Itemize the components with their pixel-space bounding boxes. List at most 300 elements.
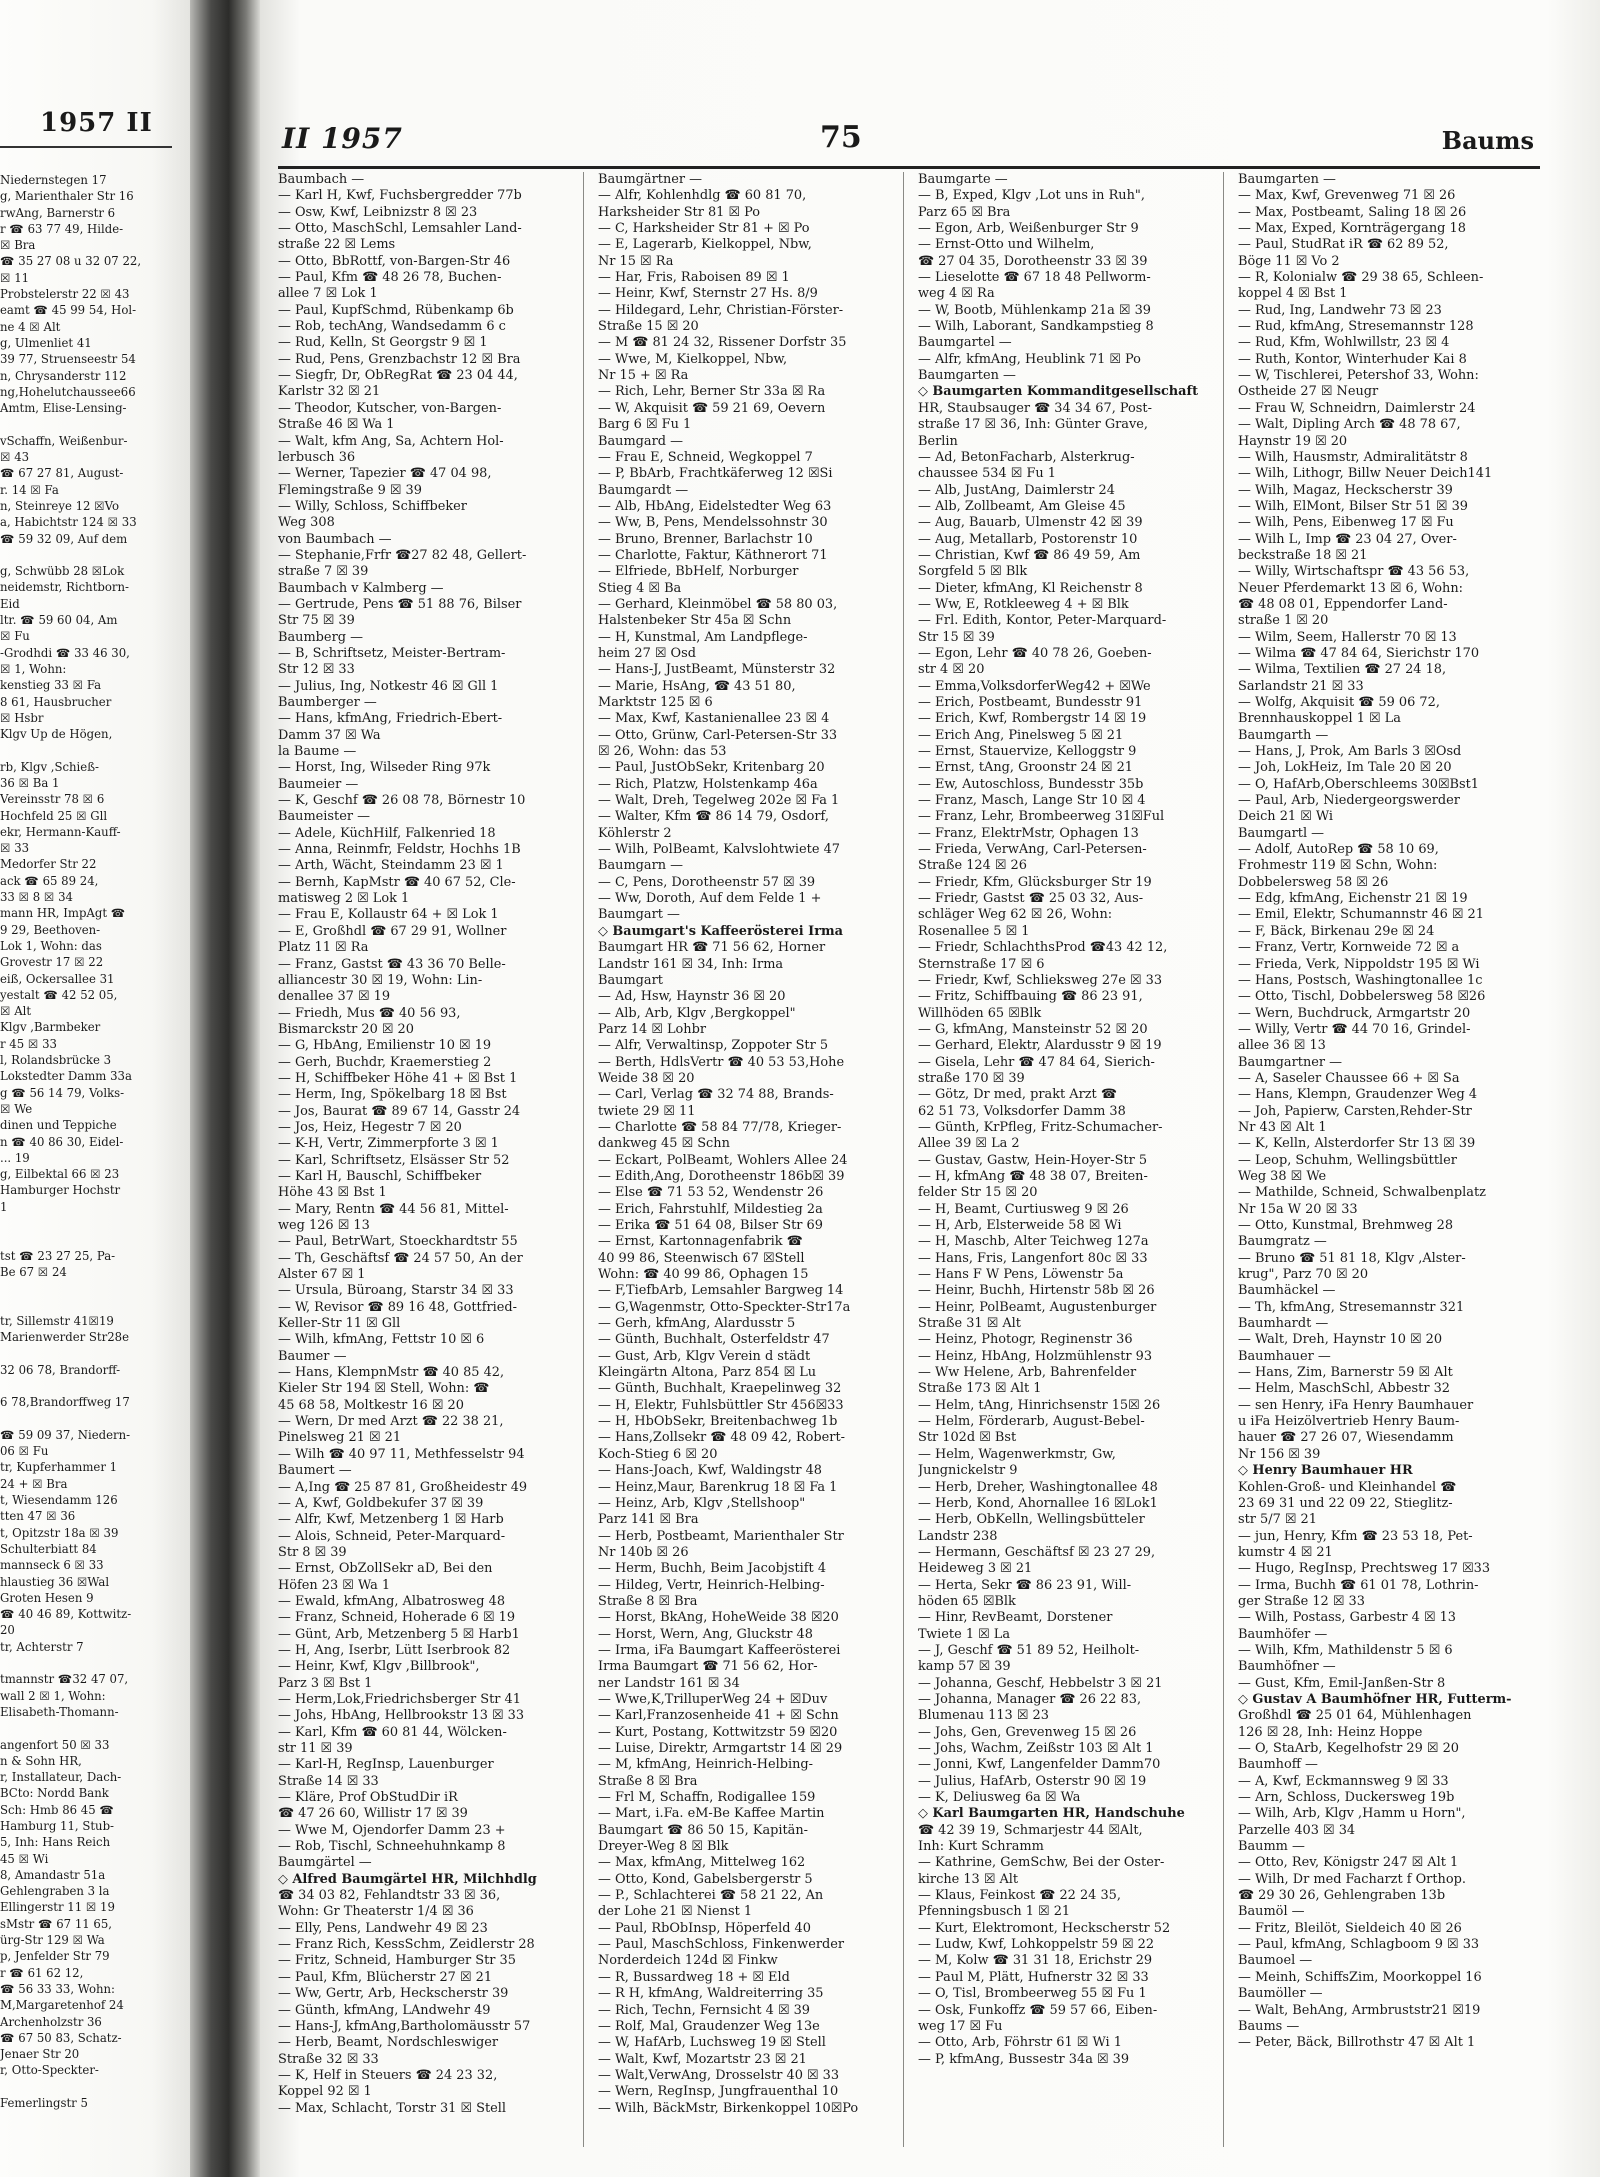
left-page-line: ☒ 43 xyxy=(0,450,30,465)
left-page-line: r, Installateur, Dach- xyxy=(0,1770,122,1785)
left-page-line: ☒ We xyxy=(0,1101,33,1116)
left-page-line: g, Eilbektal 66 ☒ 23 xyxy=(0,1167,120,1182)
directory-entry: Straße 8 ☒ Bra xyxy=(598,1773,698,1789)
directory-entry: — Adolf, AutoRep ☎ 58 10 69, xyxy=(1238,842,1439,858)
directory-entry: — B, Exped, Klgv ,Lot uns in Ruh", xyxy=(918,188,1145,204)
left-page-line: tmannstr ☎32 47 07, xyxy=(0,1672,129,1687)
directory-entry: ner Landstr 161 ☒ 34 xyxy=(598,1675,740,1691)
directory-entry: — Friedr, Kwf, Schlieksweg 27e ☒ 33 xyxy=(918,972,1163,988)
directory-entry: — Jos, Heiz, Hegestr 7 ☒ 20 xyxy=(278,1119,462,1135)
left-page-line xyxy=(0,1655,184,1671)
directory-entry: — Wilh, Magaz, Heckscherstr 39 xyxy=(1238,482,1453,498)
directory-entry: — Gerhard, Kleinmöbel ☎ 58 80 03, xyxy=(598,596,838,612)
directory-entry: — Horst, Ing, Wilseder Ring 97k xyxy=(278,760,491,776)
directory-entry: — Franz, ElektrMstr, Ophagen 13 xyxy=(918,825,1139,841)
directory-entry: — Elfriede, BbHelf, Norburger xyxy=(598,564,799,580)
left-page-line: g, Marienthaler Str 16 xyxy=(0,189,134,204)
directory-entry: — K, Deliusweg 6a ☒ Wa xyxy=(918,1790,1081,1806)
directory-entry: — Dieter, kfmAng, Kl Reichenstr 8 xyxy=(918,580,1143,596)
directory-entry: — Max, Schlacht, Torstr 31 ☒ Stell xyxy=(278,2100,507,2116)
directory-entry: — Anna, Reinmfr, Feldstr, Hochhs 1B xyxy=(278,842,521,858)
directory-entry: — Ursula, Büroang, Starstr 34 ☒ 33 xyxy=(278,1283,514,1299)
surname-heading: Baumert — xyxy=(278,1463,352,1479)
left-page-line: 20 xyxy=(0,1623,15,1638)
surname-heading: Baumoel — xyxy=(1238,1953,1313,1969)
directory-entry: — Hinr, RevBeamt, Dorstener xyxy=(918,1610,1113,1626)
directory-entry: — Gerhard, Elektr, Alardusstr 9 ☒ 19 xyxy=(918,1038,1162,1054)
directory-entry: — Herb, Postbeamt, Marienthaler Str xyxy=(598,1528,844,1544)
directory-entry: Nr 15a W 20 ☒ 33 xyxy=(1238,1201,1358,1217)
directory-entry: — Walt,VerwAng, Drosselstr 40 ☒ 33 xyxy=(598,2067,840,2083)
directory-entry: — H, Ang, Iserbr, Lütt Iserbrook 82 xyxy=(278,1642,511,1658)
directory-entry: — Heinz, Arb, Klgv ,Stellshoop" xyxy=(598,1495,806,1511)
directory-entry: — W, Tischlerei, Petershof 33, Wohn: xyxy=(1238,368,1479,384)
directory-entry: — Rud, kfmAng, Stresemannstr 128 xyxy=(1238,319,1474,335)
directory-entry: — E, Lagerarb, Kielkoppel, Nbw, xyxy=(598,237,812,253)
directory-column-4 xyxy=(1238,172,1544,2147)
directory-entry: — Frl M, Schaffn, Rodigallee 159 xyxy=(598,1790,816,1806)
surname-heading: Baumeier — xyxy=(278,776,359,792)
directory-entry: weg 126 ☒ 13 xyxy=(278,1218,370,1233)
directory-entry: — Rob, techAng, Wandsedamm 6 c xyxy=(278,319,506,335)
directory-entry: — Karl-H, RegInsp, Lauenburger xyxy=(278,1757,494,1773)
left-page-line: vSchaffn, Weißenbur- xyxy=(0,433,128,448)
directory-entry: Allee 39 ☒ La 2 xyxy=(918,1136,1020,1152)
directory-entry: — Irma, iFa Baumgart Kaffeerösterei xyxy=(598,1642,841,1658)
directory-entry: Inh: Kurt Schramm xyxy=(918,1839,1044,1855)
directory-entry: — Hans-J, JustBeamt, Münsterstr 32 xyxy=(598,662,836,678)
surname-heading: Baumgardt — xyxy=(598,482,689,498)
directory-entry: — Frieda, VerwAng, Carl-Petersen- xyxy=(918,842,1147,858)
directory-entry: — M, Kolw ☎ 31 31 18, Erichstr 29 xyxy=(918,1953,1153,1969)
directory-entry: allee 36 ☒ 13 xyxy=(1238,1038,1326,1054)
directory-entry: — Wilma ☎ 47 84 64, Sierichstr 170 xyxy=(1238,645,1480,661)
directory-columns xyxy=(278,172,1542,2147)
directory-entry: — Heinr, Buchh, Hirtenstr 58b ☒ 26 xyxy=(918,1283,1155,1299)
directory-entry: — Paul, MaschSchloss, Finkenwerder xyxy=(598,1937,845,1953)
left-page-line: r. 14 ☒ Fa xyxy=(0,482,59,497)
directory-entry: weg 4 ☒ Ra xyxy=(918,286,995,302)
left-page-line: wall 2 ☒ 1, Wohn: xyxy=(0,1688,106,1703)
left-page-line: -Grodhdi ☎ 33 46 30, xyxy=(0,645,130,660)
directory-entry: allee 7 ☒ Lok 1 xyxy=(278,286,378,302)
directory-entry: — Marie, HsAng, ☎ 43 51 80, xyxy=(598,678,796,694)
directory-entry: — H, Beamt, Curtiusweg 9 ☒ 26 xyxy=(918,1201,1129,1217)
directory-entry: heim 27 ☒ Osd xyxy=(598,645,696,661)
directory-entry: — Ernst-Otto und Wilhelm, xyxy=(918,237,1095,253)
directory-entry: — Rud, Kelln, St Georgstr 9 ☒ 1 xyxy=(278,335,488,351)
directory-entry: Nr 43 ☒ Alt 1 xyxy=(1238,1119,1327,1135)
directory-entry: — Edith,Ang, Dorotheenstr 186b☒ 39 xyxy=(598,1168,845,1184)
directory-entry: Straße 32 ☒ 33 xyxy=(278,2051,379,2067)
directory-entry: — K, Geschf ☎ 26 08 78, Börnestr 10 xyxy=(278,793,526,809)
surname-heading: Baumhardt — xyxy=(1238,1316,1329,1332)
directory-entry: — Julius, HafArb, Osterstr 90 ☒ 19 xyxy=(918,1773,1147,1789)
left-page-line: rb, Klgv ,Schieß- xyxy=(0,759,99,774)
left-page-line: sMstr ☎ 67 11 65, xyxy=(0,1916,112,1931)
directory-entry: — Mart, i.Fa. eM-Be Kaffee Martin xyxy=(598,1806,825,1822)
directory-entry: Kieler Str 194 ☒ Stell, Wohn: ☎ xyxy=(278,1381,490,1397)
directory-entry: — Aug, Bauarb, Ulmenstr 42 ☒ 39 xyxy=(918,515,1143,531)
left-page-line: Jenaer Str 20 xyxy=(0,2047,80,2062)
directory-entry: weg 17 ☒ Fu xyxy=(918,2018,1003,2034)
directory-entry: — H, Kunstmal, Am Landpflege- xyxy=(598,629,808,645)
directory-entry: — Paul M, Plätt, Hufnerstr 32 ☒ 33 xyxy=(918,1969,1149,1985)
directory-entry: — Ww, B, Pens, Mendelssohnstr 30 xyxy=(598,515,828,531)
directory-entry: — Heinz,Maur, Barenkrug 18 ☒ Fa 1 xyxy=(598,1479,838,1495)
left-page-line: Vereinsstr 78 ☒ 6 xyxy=(0,792,105,807)
directory-entry: — Paul, StudRat iR ☎ 62 89 52, xyxy=(1238,237,1449,253)
directory-entry: Str 15 ☒ 39 xyxy=(918,629,995,645)
directory-entry: — Egon, Lehr ☎ 40 78 26, Goeben- xyxy=(918,645,1152,661)
directory-entry: — Willy, Schloss, Schiffbeker xyxy=(278,498,467,514)
directory-entry: — Friedh, Mus ☎ 40 56 93, xyxy=(278,1005,461,1021)
directory-entry: Str 12 ☒ 33 xyxy=(278,662,355,678)
directory-entry: — Johanna, Manager ☎ 26 22 83, xyxy=(918,1691,1142,1707)
directory-entry: — Osw, Kwf, Leibnizstr 8 ☒ 23 xyxy=(278,204,478,220)
header-rule xyxy=(278,166,1540,169)
directory-entry: Weg 308 xyxy=(278,515,335,531)
directory-entry: — Ww, Doroth, Auf dem Felde 1 + xyxy=(598,891,822,907)
directory-entry: — Th, kfmAng, Stresemannstr 321 xyxy=(1238,1299,1465,1315)
directory-entry: Str 8 ☒ 39 xyxy=(278,1544,347,1560)
directory-entry: — E, Großhdl ☎ 67 29 91, Wollner xyxy=(278,923,507,939)
directory-entry: — Walt, Dreh, Haynstr 10 ☒ 20 xyxy=(1238,1332,1443,1348)
left-page-line: 39 77, Struenseestr 54 xyxy=(0,352,136,367)
directory-entry: — Jos, Baurat ☎ 89 67 14, Gasstr 24 xyxy=(278,1103,521,1119)
directory-entry: Sternstraße 17 ☒ 6 xyxy=(918,956,1045,972)
surname-heading: Baumm — xyxy=(1238,1839,1305,1855)
left-page-line: Lok 1, Wohn: das xyxy=(0,938,102,953)
directory-entry: felder Str 15 ☒ 20 xyxy=(918,1185,1038,1201)
directory-entry: — Fritz, Schiffbauing ☎ 86 23 91, xyxy=(918,989,1143,1005)
directory-entry: — Frau E, Kollaustr 64 + ☒ Lok 1 xyxy=(278,907,499,923)
directory-entry: — Walt, BehAng, Armbruststr21 ☒19 xyxy=(1238,2002,1481,2018)
surname-heading: Baumeister — xyxy=(278,809,371,825)
directory-entry: — Franz, Masch, Lange Str 10 ☒ 4 xyxy=(918,793,1146,809)
surname-heading: Baumgarten — xyxy=(918,368,1016,384)
directory-column-2 xyxy=(598,172,904,2147)
left-page-line: ng,Hohelutchaussee66 xyxy=(0,384,136,399)
directory-entry: — Arth, Wächt, Steindamm 23 ☒ 1 xyxy=(278,858,504,874)
directory-entry: ◇ Baumgart's Kaffeerösterei Irma xyxy=(598,923,843,939)
directory-entry: — Willy, Vertr ☎ 44 70 16, Grindel- xyxy=(1238,1021,1471,1037)
directory-entry: — Otto, Kunstmal, Brehmweg 28 xyxy=(1238,1218,1454,1233)
left-page-line: t, Wiesendamm 126 xyxy=(0,1493,118,1508)
directory-entry: — Wolfg, Akquisit ☎ 59 06 72, xyxy=(1238,695,1440,710)
directory-entry: — Otto, BbRottf, von-Bargen-Str 46 xyxy=(278,253,511,269)
directory-entry: — P, BbArb, Frachtkäferweg 12 ☒Si xyxy=(598,466,833,482)
left-page-line: Sch: Hmb 86 45 ☎ xyxy=(0,1802,114,1817)
directory-entry: — Stephanie,Frfr ☎27 82 48, Gellert- xyxy=(278,547,527,563)
directory-entry: — Charlotte ☎ 58 84 77/78, Krieger- xyxy=(598,1119,842,1135)
directory-entry: — Jonni, Kwf, Langenfelder Damm70 xyxy=(918,1757,1161,1773)
directory-entry: — R, Kolonialw ☎ 29 38 65, Schleen- xyxy=(1238,270,1484,286)
directory-entry: Dreyer-Weg 8 ☒ Blk xyxy=(598,1839,729,1855)
directory-entry: — Heinr, Kwf, Klgv ,Billbrook", xyxy=(278,1659,480,1675)
surname-heading: Baumgarten — xyxy=(1238,172,1336,187)
directory-entry: Halstenbeker Str 45a ☒ Schn xyxy=(598,613,792,629)
directory-entry: — Paul, kfmAng, Schlagboom 9 ☒ 33 xyxy=(1238,1937,1480,1953)
directory-entry: — Günth, Buchhalt, Kraepelinweg 32 xyxy=(598,1381,842,1397)
directory-entry: — Ww Helene, Arb, Bahrenfelder xyxy=(918,1365,1137,1381)
left-page-line: Amtm, Elise-Lensing- xyxy=(0,401,127,416)
directory-entry: — Franz, Vertr, Kornweide 72 ☒ a xyxy=(1238,940,1460,956)
directory-entry: — Ruth, Kontor, Winterhuder Kai 8 xyxy=(1238,351,1467,367)
left-page-line: tten 47 ☒ 36 xyxy=(0,1509,76,1524)
directory-entry: — P, kfmAng, Bussestr 34a ☒ 39 xyxy=(918,2051,1130,2067)
directory-entry: — Wilh, Pens, Eibenweg 17 ☒ Fu xyxy=(1238,515,1454,531)
left-page-line: neidemstr, Richtborn- xyxy=(0,580,129,595)
directory-entry: — Herta, Sekr ☎ 86 23 91, Will- xyxy=(918,1577,1132,1593)
directory-entry: Platz 11 ☒ Ra xyxy=(278,940,369,956)
directory-entry: Marktstr 125 ☒ 6 xyxy=(598,695,713,710)
directory-entry: — Wilh, Kfm, Mathildenstr 5 ☒ 6 xyxy=(1238,1642,1453,1658)
left-page-line: r ☎ 63 77 49, Hilde- xyxy=(0,221,124,236)
directory-entry: Baumgart HR ☎ 71 56 62, Horner xyxy=(598,940,826,956)
directory-entry: — K, Kelln, Alsterdorfer Str 13 ☒ 39 xyxy=(1238,1136,1476,1152)
directory-entry: — Wilh, PolBeamt, Kalvslohtwiete 47 xyxy=(598,842,840,858)
surname-heading: Baumgarte — xyxy=(918,172,1008,187)
directory-entry: — M, kfmAng, Heinrich-Helbing- xyxy=(598,1757,813,1773)
surname-heading: Baumhäckel — xyxy=(1238,1283,1336,1299)
left-page-line: g ☎ 56 14 79, Volks- xyxy=(0,1085,125,1100)
surname-heading: Baumgarn — xyxy=(598,858,684,874)
directory-entry: Parz 3 ☒ Bst 1 xyxy=(278,1675,373,1691)
directory-entry: Parz 65 ☒ Bra xyxy=(918,204,1011,220)
directory-entry: — Hans, kfmAng, Friedrich-Ebert- xyxy=(278,711,503,727)
directory-entry: — Paul, KupfSchmd, Rübenkamp 6b xyxy=(278,302,514,318)
left-page-line: ne 4 ☒ Alt xyxy=(0,319,61,334)
directory-entry: — W, Akquisit ☎ 59 21 69, Oevern xyxy=(598,400,826,416)
directory-entry: Nr 15 + ☒ Ra xyxy=(598,368,689,384)
directory-entry: Karlstr 32 ☒ 21 xyxy=(278,384,381,400)
directory-entry: str 5/7 ☒ 21 xyxy=(1238,1512,1317,1528)
left-page-line xyxy=(0,1411,184,1427)
directory-entry: — Lieselotte ☎ 67 18 48 Pellworm- xyxy=(918,270,1151,286)
directory-entry: straße 170 ☒ 39 xyxy=(918,1070,1025,1086)
directory-entry: 62 51 73, Volksdorfer Damm 38 xyxy=(918,1103,1126,1119)
directory-entry: — A, Kwf, Goldbekufer 37 ☒ 39 xyxy=(278,1495,484,1511)
left-page-line: g, Schwübb 28 ☒Lok xyxy=(0,564,125,579)
directory-entry: — Heinz, Photogr, Reginenstr 36 xyxy=(918,1332,1133,1348)
left-page-line: ☎ 67 50 83, Schatz- xyxy=(0,2030,122,2045)
directory-entry: — Franz Rich, KessSchm, Zeidlerstr 28 xyxy=(278,1937,535,1953)
directory-entry: koppel 4 ☒ Bst 1 xyxy=(1238,286,1348,302)
directory-entry: — Edg, kfmAng, Eichenstr 21 ☒ 19 xyxy=(1238,891,1468,907)
directory-entry: — Hans-Joach, Kwf, Waldingstr 48 xyxy=(598,1463,823,1479)
directory-entry: ◇ Karl Baumgarten HR, Handschuhe xyxy=(918,1806,1185,1822)
directory-entry: — Willy, Wirtschaftspr ☎ 43 56 53, xyxy=(1238,564,1470,580)
directory-entry: — sen Henry, iFa Henry Baumhauer xyxy=(1238,1397,1474,1413)
directory-entry: Str 102d ☒ Bst xyxy=(918,1430,1017,1446)
directory-entry: — Horst, Wern, Ang, Gluckstr 48 xyxy=(598,1626,813,1642)
left-page-line: Hamburg 11, Stub- xyxy=(0,1818,114,1833)
directory-entry: Sarlandstr 21 ☒ 33 xyxy=(1238,678,1364,694)
directory-entry: — Elly, Pens, Landwehr 49 ☒ 23 xyxy=(278,1920,488,1936)
directory-entry: — Rich, Techn, Fernsicht 4 ☒ 39 xyxy=(598,2002,811,2018)
directory-entry: — Herm,Lok,Friedrichsberger Str 41 xyxy=(278,1691,521,1707)
directory-entry: — Hans, Zim, Barnerstr 59 ☒ Alt xyxy=(1238,1365,1453,1381)
directory-column-1 xyxy=(278,172,584,2147)
directory-entry: Flemingstraße 9 ☒ 39 xyxy=(278,482,422,498)
left-page-line: 36 ☒ Ba 1 xyxy=(0,775,60,790)
directory-entry: — H, Schiffbeker Höhe 41 + ☒ Bst 1 xyxy=(278,1070,518,1086)
directory-entry: Straße 124 ☒ 26 xyxy=(918,858,1027,874)
directory-entry: Höhe 43 ☒ Bst 1 xyxy=(278,1185,387,1201)
directory-entry: 126 ☒ 28, Inh: Heinz Hoppe xyxy=(1238,1724,1423,1740)
directory-entry: Weide 38 ☒ 20 xyxy=(598,1070,695,1086)
directory-entry: — Herm, Buchh, Beim Jacobjstift 4 xyxy=(598,1561,827,1577)
directory-entry: Rosenallee 5 ☒ 1 xyxy=(918,923,1030,939)
left-page-line: n ☎ 40 86 30, Eidel- xyxy=(0,1134,124,1149)
left-page-line: 32 06 78, Brandorff- xyxy=(0,1362,121,1377)
directory-entry: — Th, Geschäftsf ☎ 24 57 50, An der xyxy=(278,1250,523,1266)
left-page-line: r, Otto-Speckter- xyxy=(0,2063,99,2078)
left-page-line: 8 61, Hausbrucher xyxy=(0,694,112,709)
directory-entry: — O, HafArb,Oberschleems 30☒Bst1 xyxy=(1238,776,1480,792)
header-year: II 1957 xyxy=(282,122,403,155)
surname-heading: Baumgart — xyxy=(598,907,680,923)
directory-entry: straße 22 ☒ Lems xyxy=(278,237,396,253)
directory-entry: Norderdeich 124d ☒ Finkw xyxy=(598,1953,778,1969)
directory-entry: — Karl, Schriftsetz, Elsässer Str 52 xyxy=(278,1152,510,1168)
directory-entry: dankweg 45 ☒ Schn xyxy=(598,1136,730,1152)
left-page-line: 1 xyxy=(0,1199,8,1214)
left-page-line: M,Margaretenhof 24 xyxy=(0,1998,124,2013)
directory-entry: Dobbelersweg 58 ☒ 26 xyxy=(1238,874,1389,890)
directory-entry: ☎ 48 08 01, Eppendorfer Land- xyxy=(1238,596,1448,612)
directory-entry: — Osk, Funkoffz ☎ 59 57 66, Eiben- xyxy=(918,2002,1158,2018)
left-page-line: r ☎ 61 62 12, xyxy=(0,1965,84,1980)
directory-entry: denallee 37 ☒ 19 xyxy=(278,989,391,1005)
directory-entry: krug", Parz 70 ☒ 20 xyxy=(1238,1267,1369,1283)
directory-entry: — Emil, Elektr, Schumannstr 46 ☒ 21 xyxy=(1238,907,1484,923)
directory-entry: — C, Harksheider Str 81 + ☒ Po xyxy=(598,221,810,237)
left-page-line xyxy=(0,1215,184,1231)
surname-heading: Baumbach — xyxy=(278,172,365,187)
left-page-line xyxy=(0,1345,184,1361)
directory-entry: — Alb, Zollbeamt, Am Gleise 45 xyxy=(918,498,1126,514)
directory-entry: — Max, Kwf, Grevenweg 71 ☒ 26 xyxy=(1238,188,1456,204)
directory-entry: — O, Tisl, Brombeerweg 55 ☒ Fu 1 xyxy=(918,1986,1147,2002)
directory-entry: — Paul, JustObSekr, Kritenbarg 20 xyxy=(598,760,825,776)
directory-entry: — A, Saseler Chaussee 66 + ☒ Sa xyxy=(1238,1070,1460,1086)
surname-heading: Baumbach v Kalmberg — xyxy=(278,580,444,596)
left-page-line: ☎ 56 33 33, Wohn: xyxy=(0,1981,115,1996)
directory-entry: — Max, Exped, Kornträgergang 18 xyxy=(1238,221,1466,237)
directory-entry: — Walt, kfm Ang, Sa, Achtern Hol- xyxy=(278,433,504,449)
directory-entry: Baumgart ☎ 86 50 15, Kapitän- xyxy=(598,1822,809,1838)
directory-entry: Großhdl ☎ 25 01 64, Mühlenhagen xyxy=(1238,1708,1472,1724)
directory-entry: — Alb, Arb, Klgv ,Bergkoppel" xyxy=(598,1005,796,1021)
surname-heading: Baumöller — xyxy=(1238,1986,1323,2002)
directory-entry: — Rich, Lehr, Berner Str 33a ☒ Ra xyxy=(598,384,826,400)
directory-entry: — Fritz, Schneid, Hamburger Str 35 xyxy=(278,1953,516,1969)
directory-entry: — Irma, Buchh ☎ 61 01 78, Lothrin- xyxy=(1238,1577,1479,1593)
directory-entry: Straße 8 ☒ Bra xyxy=(598,1593,698,1609)
directory-entry: Damm 37 ☒ Wa xyxy=(278,727,381,743)
directory-entry: Berlin xyxy=(918,433,958,449)
directory-entry: — Alb, JustAng, Daimlerstr 24 xyxy=(918,482,1115,498)
directory-entry: u iFa Heizölvertrieb Henry Baum- xyxy=(1238,1414,1460,1430)
left-page-line: n, Chrysanderstr 112 xyxy=(0,368,127,383)
directory-entry: — Herb, Beamt, Nordschleswiger xyxy=(278,2035,499,2051)
left-page-line: Elisabeth-Thomann- xyxy=(0,1704,119,1719)
directory-entry: — Ew, Autoschloss, Bundesstr 35b xyxy=(918,776,1144,792)
directory-entry: — Ludw, Kwf, Lohkoppelstr 59 ☒ 22 xyxy=(918,1937,1155,1953)
directory-entry: Bismarckstr 20 ☒ 20 xyxy=(278,1021,414,1037)
directory-entry: — Klaus, Feinkost ☎ 22 24 35, xyxy=(918,1888,1121,1904)
directory-entry: ☎ 27 04 35, Dorotheenstr 33 ☒ 39 xyxy=(918,253,1148,269)
page-number: 75 xyxy=(820,120,862,155)
directory-entry: matisweg 2 ☒ Lok 1 xyxy=(278,891,410,907)
left-page-line: tr, Sillemstr 41☒19 xyxy=(0,1313,114,1328)
left-page-line xyxy=(0,1720,184,1736)
surname-heading: Baums — xyxy=(1238,2018,1300,2034)
directory-entry: — Rob, Tischl, Schneehuhnkamp 8 xyxy=(278,1839,506,1855)
directory-entry: — Herb, ObKelln, Wellingsbütteler xyxy=(918,1512,1145,1528)
directory-entry: — Rud, Ing, Landwehr 73 ☒ 23 xyxy=(1238,302,1442,318)
directory-entry: — Friedr, Gastst ☎ 25 03 32, Aus- xyxy=(918,891,1144,907)
directory-entry: kumstr 4 ☒ 21 xyxy=(1238,1544,1333,1560)
directory-entry: — Paul, BetrWart, Stoeckhardtstr 55 xyxy=(278,1234,518,1250)
left-page-line: Medorfer Str 22 xyxy=(0,857,97,872)
left-page-line: Klgv ,Barmbeker xyxy=(0,1020,101,1035)
directory-entry: ☒ 26, Wohn: das 53 xyxy=(598,744,727,760)
directory-entry: Sorgfeld 5 ☒ Blk xyxy=(918,564,1028,580)
left-page-line: tr, Achterstr 7 xyxy=(0,1639,84,1654)
directory-entry: — Meinh, SchiffsZim, Moorkoppel 16 xyxy=(1238,1969,1482,1985)
directory-entry: — Wern, Buchdruck, Armgartstr 20 xyxy=(1238,1005,1471,1021)
left-page-line: n, Steinreye 12 ☒Vo xyxy=(0,498,120,513)
directory-entry: — F,TiefbArb, Lemsahler Bargweg 14 xyxy=(598,1283,844,1299)
surname-heading: Baumgärtel — xyxy=(278,1855,372,1871)
left-page-text xyxy=(0,172,184,2111)
directory-entry: — Leop, Schuhm, Wellingsbüttler xyxy=(1238,1152,1457,1168)
left-page-line xyxy=(0,416,184,432)
directory-entry: — Erich Ang, Pinelsweg 5 ☒ 21 xyxy=(918,727,1124,743)
directory-entry: straße 1 ☒ 20 xyxy=(1238,613,1329,629)
surname-heading: Baumgarth — xyxy=(1238,727,1329,743)
left-page-line: p, Jenfelder Str 79 xyxy=(0,1949,110,1964)
left-page-line xyxy=(0,547,184,563)
directory-entry: — G,Wagenmstr, Otto-Speckter-Str17a xyxy=(598,1299,851,1315)
directory-entry: — W, Revisor ☎ 89 16 48, Gottfried- xyxy=(278,1299,518,1315)
directory-entry: — Bruno ☎ 51 81 18, Klgv ,Alster- xyxy=(1238,1250,1466,1266)
directory-entry: — Wern, RegInsp, Jungfrauenthal 10 xyxy=(598,2084,839,2100)
left-page-line: rwAng, Barnerstr 6 xyxy=(0,205,116,220)
left-page-line: Grovestr 17 ☒ 22 xyxy=(0,955,104,970)
directory-entry: Köhlerstr 2 xyxy=(598,825,672,841)
directory-entry: — Ewald, kfmAng, Albatrosweg 48 xyxy=(278,1593,506,1609)
directory-entry: — Christian, Kwf ☎ 86 49 59, Am xyxy=(918,547,1141,563)
directory-entry: Ostheide 27 ☒ Neugr xyxy=(1238,384,1379,400)
directory-entry: — Heinr, Kwf, Sternstr 27 Hs. 8/9 xyxy=(598,286,818,302)
left-page-line: 24 + ☒ Bra xyxy=(0,1476,68,1491)
directory-entry: — Julius, Ing, Notkestr 46 ☒ Gll 1 xyxy=(278,678,499,694)
directory-entry: — M ☎ 81 24 32, Rissener Dorfstr 35 xyxy=(598,335,847,351)
left-page-line: 8, Amandastr 51a xyxy=(0,1867,106,1882)
surname-heading: Baumgartner — xyxy=(1238,1054,1343,1070)
directory-entry: — Friedr, Kfm, Glücksburger Str 19 xyxy=(918,874,1152,890)
directory-entry: Deich 21 ☒ Wi xyxy=(1238,809,1334,825)
left-page-line: ☎ 35 27 08 u 32 07 22, xyxy=(0,254,142,269)
directory-entry: Koppel 92 ☒ 1 xyxy=(278,2084,372,2100)
left-page-line: ☒ Alt xyxy=(0,1004,32,1019)
left-page-line: tst ☎ 23 27 25, Pa- xyxy=(0,1248,116,1263)
left-page-line: n & Sohn HR, xyxy=(0,1753,82,1768)
